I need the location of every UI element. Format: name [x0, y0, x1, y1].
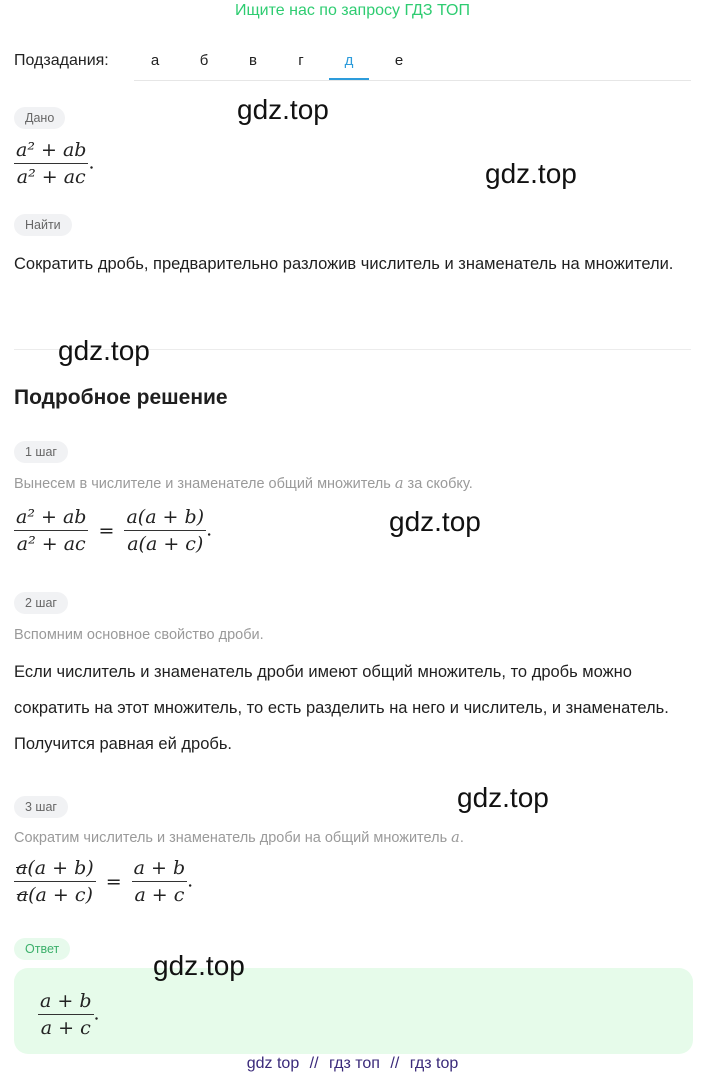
answer-denominator: a + c — [40, 1017, 91, 1039]
watermark: gdz.top — [58, 335, 150, 366]
answer-expression — [38, 990, 100, 1039]
find-text: Сократить дробь, предварительно разложив числитель и знаменатель на множители. — [14, 255, 674, 273]
tab-d-label: д — [344, 52, 354, 69]
footer-link-gdz-top[interactable]: gdz top — [246, 1055, 300, 1072]
step3-rhs-numerator: a + b — [132, 857, 188, 882]
banner-text: Ищите нас по запросу ГДЗ ТОП — [235, 2, 470, 19]
tab-e[interactable]: е — [394, 52, 404, 69]
subtasks-nav — [14, 48, 691, 82]
step1-lhs-fraction — [14, 506, 88, 555]
watermark: gdz.top — [389, 506, 481, 537]
step3-period: . — [187, 869, 194, 892]
given-period: . — [88, 151, 95, 174]
step1-hint-before: Вынесем в числителе и знаменателе общий множитель — [14, 476, 395, 492]
given-numerator: a² + ab — [14, 139, 88, 164]
step3-chip: 3 шаг — [14, 796, 68, 818]
step3-lhs-numerator — [14, 857, 96, 882]
step3-rhs-fraction — [132, 857, 188, 906]
step2-chip: 2 шаг — [14, 592, 68, 614]
watermark: gdz.top — [153, 950, 245, 981]
tab-d-active[interactable] — [329, 52, 369, 69]
watermark: gdz.top — [237, 94, 329, 125]
find-chip: Найти — [14, 214, 72, 236]
step1-hint-after: за скобку. — [403, 476, 473, 492]
step1-lhs-denominator: a² + ac — [16, 533, 86, 555]
step3-equals: = — [105, 870, 122, 893]
solution-title: Подробное решение — [14, 386, 228, 409]
step2-text: Если числитель и знаменатель дроби имеют общий множитель, то дробь можно сократить на этот множитель, то есть разделить на него и числитель, и знаменатель. Получится равная ей дробь. — [14, 663, 669, 753]
step1-chip: 1 шаг — [14, 441, 68, 463]
struck-factor-den: a — [16, 884, 29, 906]
step3-lhs-den-rest: (a + c) — [28, 884, 93, 906]
given-denominator: a² + ac — [16, 166, 86, 188]
answer-numerator: a + b — [38, 990, 94, 1015]
step1-rhs-denominator: a(a + c) — [127, 533, 204, 555]
tab-v[interactable]: в — [249, 52, 257, 69]
footer-links — [0, 1055, 705, 1073]
step3-lhs-denominator — [14, 882, 96, 906]
answer-chip: Ответ — [14, 938, 70, 960]
search-banner — [0, 2, 705, 20]
given-fraction — [14, 139, 88, 188]
footer-link-gdz-top-ru[interactable]: гдз топ — [329, 1055, 380, 1072]
step1-hint-var: a — [394, 476, 404, 492]
step1-equals: = — [98, 519, 115, 542]
answer-period: . — [93, 1002, 100, 1025]
footer-separator: // — [309, 1055, 319, 1072]
step3-hint-before: Сократим числитель и знаменатель дроби на общий множитель — [14, 830, 452, 846]
step3-lhs-fraction — [14, 857, 96, 906]
given-chip: Дано — [14, 107, 65, 129]
step2-hint: Вспомним основное свойство дроби. — [14, 627, 264, 643]
step1-rhs-fraction — [124, 506, 206, 555]
step1-hint — [14, 476, 473, 492]
step3-hint — [14, 830, 464, 846]
step3-expression — [14, 857, 193, 906]
subtasks-label: Подзадания: — [14, 52, 109, 69]
step1-period: . — [206, 518, 213, 541]
step1-rhs-numerator: a(a + b) — [124, 506, 206, 531]
tab-g[interactable]: г — [298, 52, 304, 69]
active-tab-underline — [329, 78, 369, 80]
watermark: gdz.top — [485, 158, 577, 189]
watermark: gdz.top — [457, 782, 549, 813]
step1-lhs-numerator: a² + ab — [14, 506, 88, 531]
step3-hint-var: a — [451, 830, 460, 846]
subtasks-tab-bar — [134, 48, 691, 81]
step3-rhs-denominator: a + c — [134, 884, 185, 906]
answer-box — [14, 968, 693, 1054]
footer-link-gdz-top-mixed[interactable]: гдз top — [409, 1055, 459, 1072]
tab-a[interactable]: а — [150, 52, 160, 69]
step3-hint-after: . — [459, 830, 464, 846]
step3-lhs-num-rest: (a + b) — [27, 857, 94, 879]
footer-separator: // — [390, 1055, 400, 1072]
tab-b[interactable]: б — [199, 52, 209, 69]
answer-fraction — [38, 990, 94, 1039]
step1-expression — [14, 506, 212, 555]
given-expression — [14, 139, 94, 188]
struck-factor-num: a — [16, 857, 28, 879]
